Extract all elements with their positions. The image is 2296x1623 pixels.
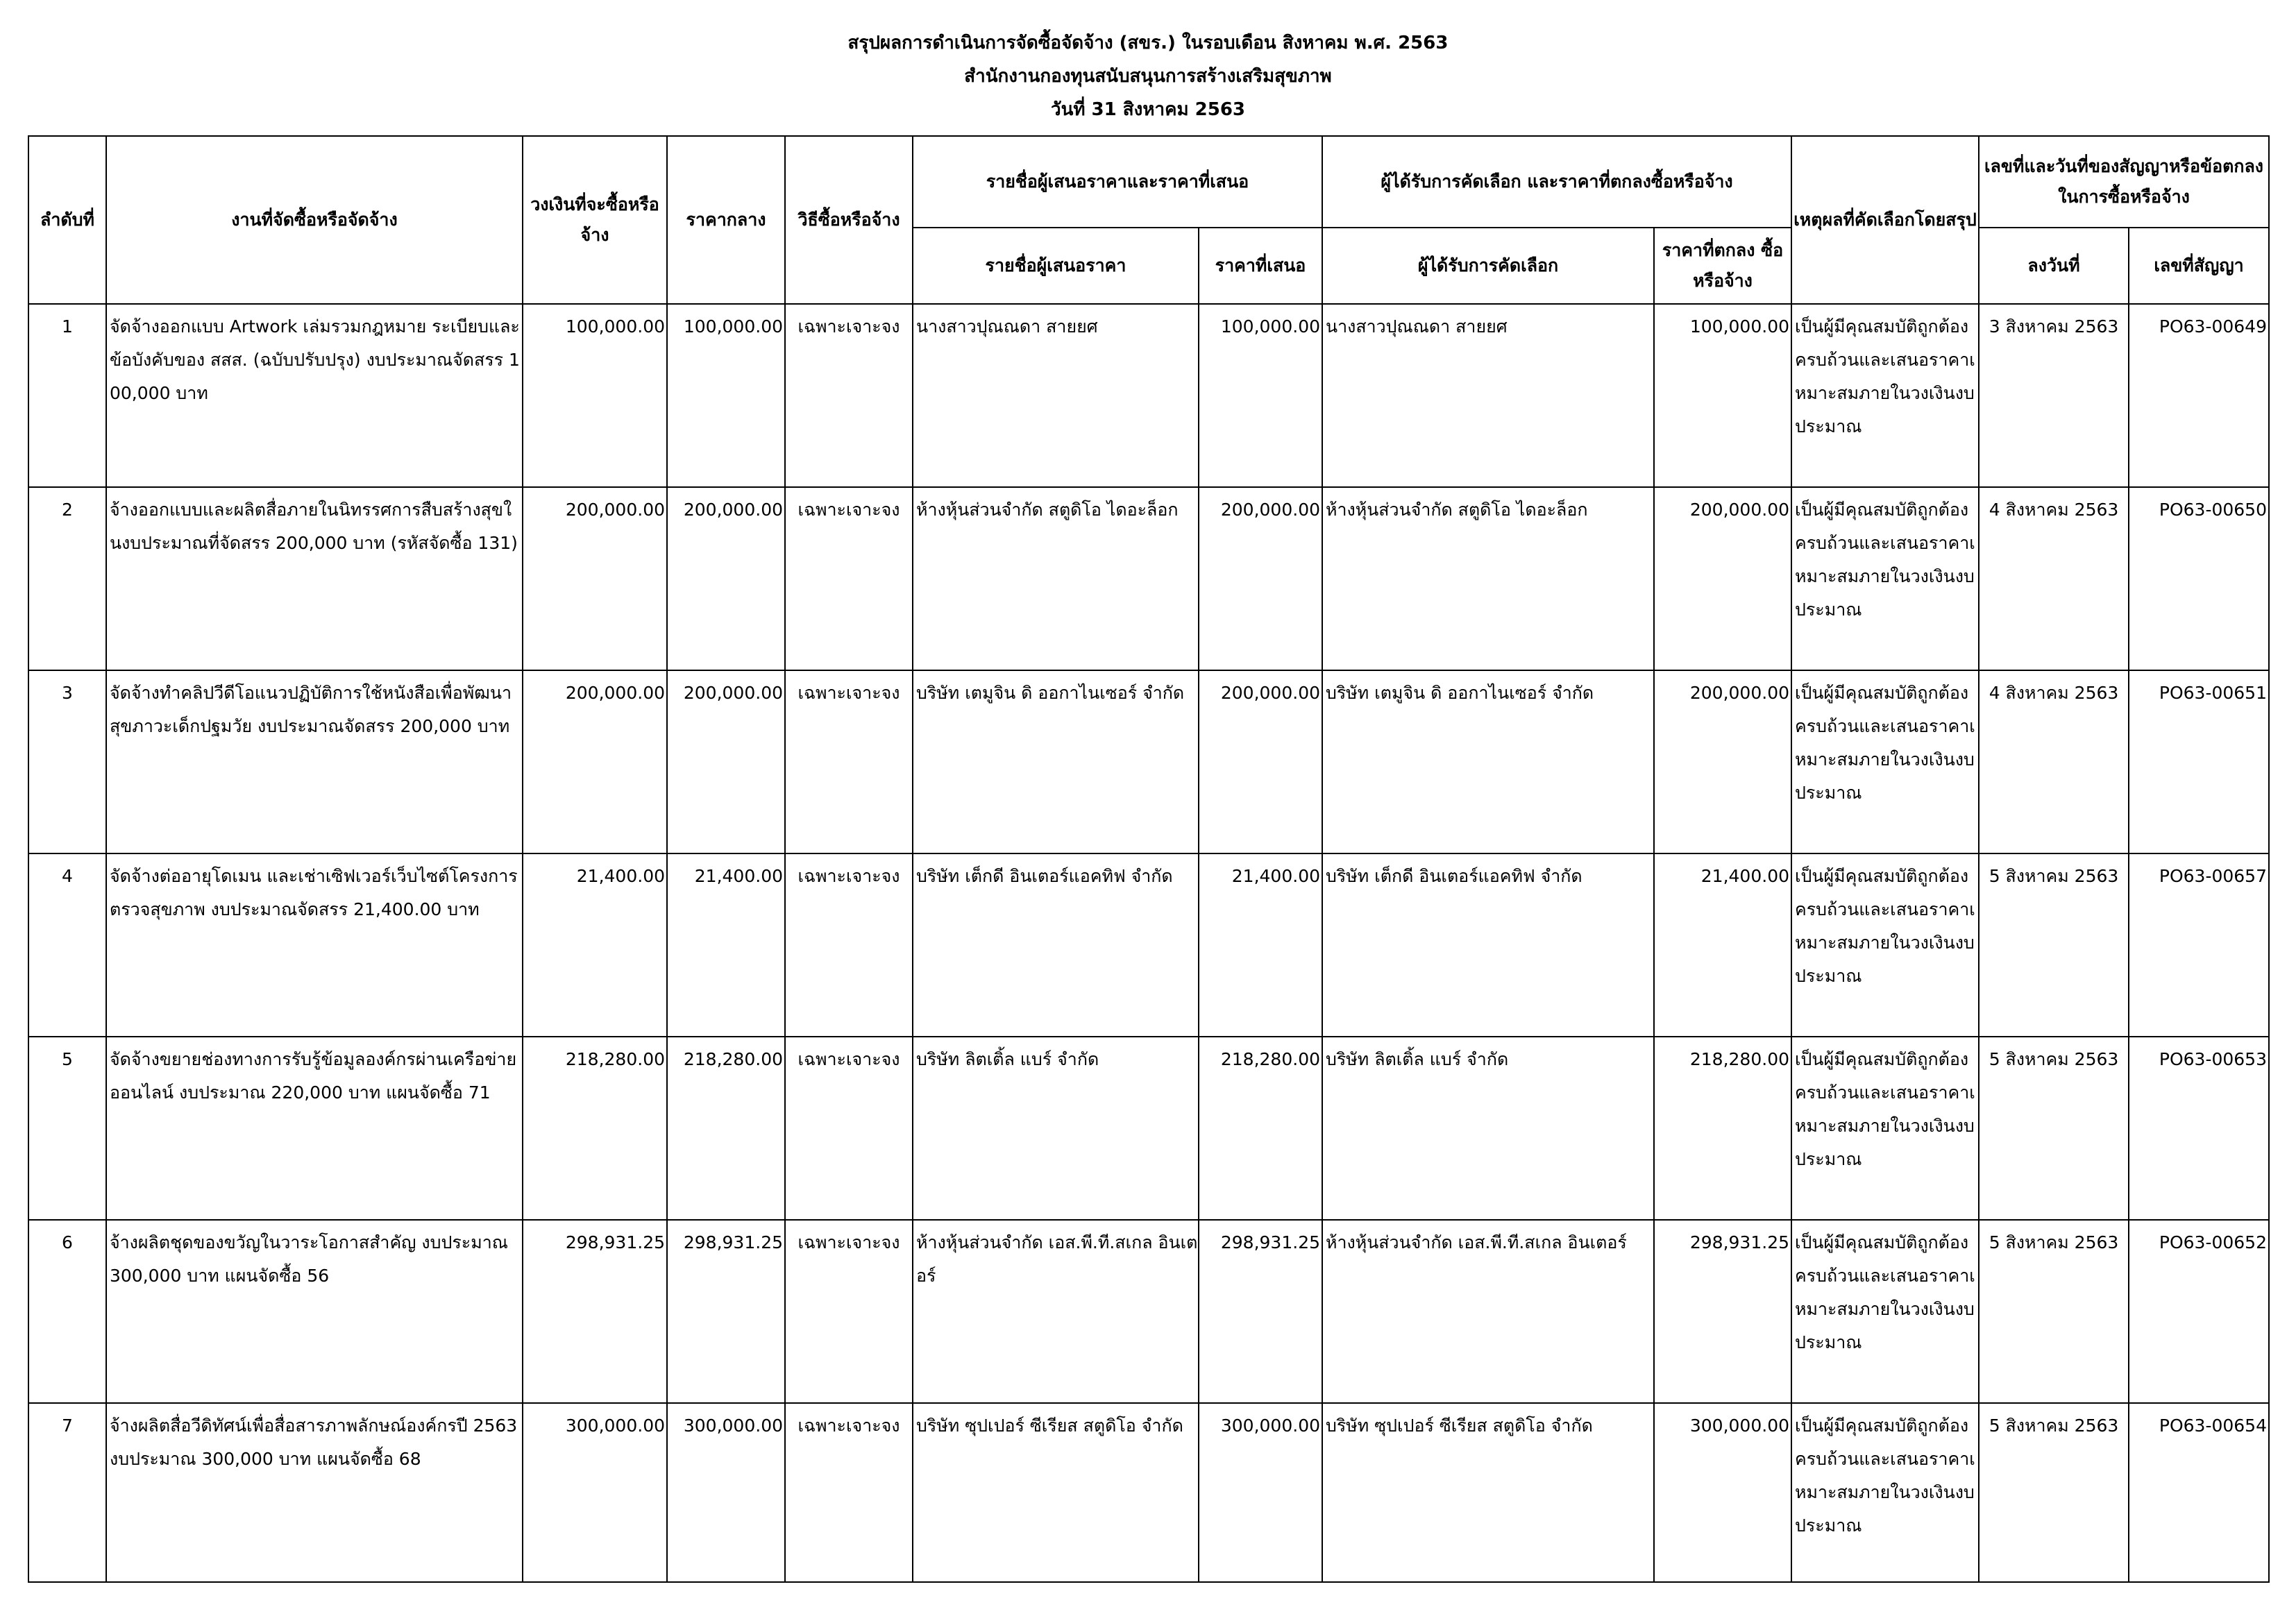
table-row — [28, 1403, 2269, 1582]
row-item: จ้างผลิตสื่อวีดิทัศน์เพื่อสื่อสารภาพลักษณ์องค์กรปี 2563 งบประมาณ 300,000 บาท แผนจัดซื้อ 68 — [106, 1403, 523, 1582]
row-no: 5 — [28, 1037, 106, 1220]
header-bidders-group: รายชื่อผู้เสนอราคาและราคาที่เสนอ — [913, 136, 1322, 228]
header-contract-date: ลงวันที่ — [1979, 228, 2129, 304]
table-row — [28, 487, 2269, 670]
row-agreed-price: 298,931.25 — [1654, 1220, 1791, 1403]
row-budget: 200,000.00 — [523, 670, 667, 853]
header-bidder-name: รายชื่อผู้เสนอราคา — [913, 228, 1199, 304]
table-row — [28, 670, 2269, 853]
row-budget: 218,280.00 — [523, 1037, 667, 1220]
row-bid-price: 300,000.00 — [1199, 1403, 1322, 1582]
row-selected-name: บริษัท ลิตเติ้ล แบร์ จำกัด — [1322, 1037, 1654, 1220]
row-contract-no: PO63-00650 — [2129, 487, 2269, 670]
header-median-price: ราคากลาง — [667, 136, 785, 304]
header-agreed-price: ราคาที่ตกลง ซื้อหรือจ้าง — [1654, 228, 1791, 304]
row-item: จ้างผลิตชุดของขวัญในวาระโอกาสสำคัญ งบประมาณ 300,000 บาท แผนจัดซื้อ 56 — [106, 1220, 523, 1403]
row-median-price: 298,931.25 — [667, 1220, 785, 1403]
row-contract-date: 5 สิงหาคม 2563 — [1979, 1220, 2129, 1403]
row-agreed-price: 100,000.00 — [1654, 304, 1791, 487]
row-no: 6 — [28, 1220, 106, 1403]
row-median-price: 100,000.00 — [667, 304, 785, 487]
row-item: จัดจ้างขยายช่องทางการรับรู้ข้อมูลองค์กรผ่านเครือข่ายออนไลน์ งบประมาณ 220,000 บาท แผนจัดซื้อ 71 — [106, 1037, 523, 1220]
header-selected-name: ผู้ได้รับการคัดเลือก — [1322, 228, 1654, 304]
row-contract-date: 5 สิงหาคม 2563 — [1979, 1403, 2129, 1582]
row-selected-name: บริษัท ซุปเปอร์ ซีเรียส สตูดิโอ จำกัด — [1322, 1403, 1654, 1582]
header-reason: เหตุผลที่คัดเลือกโดยสรุป — [1791, 136, 1979, 304]
row-contract-date: 4 สิงหาคม 2563 — [1979, 670, 2129, 853]
header-no: ลำดับที่ — [28, 136, 106, 304]
row-selected-name: บริษัท เตมูจิน ดิ ออกาไนเซอร์ จำกัด — [1322, 670, 1654, 853]
row-reason: เป็นผู้มีคุณสมบัติถูกต้องครบถ้วนและเสนอราคาเหมาะสมภายในวงเงินงบประมาณ — [1791, 304, 1979, 487]
row-reason: เป็นผู้มีคุณสมบัติถูกต้องครบถ้วนและเสนอราคาเหมาะสมภายในวงเงินงบประมาณ — [1791, 853, 1979, 1037]
row-bidder-name: บริษัท เตมูจิน ดิ ออกาไนเซอร์ จำกัด — [913, 670, 1199, 853]
header-item: งานที่จัดซื้อหรือจัดจ้าง — [106, 136, 523, 304]
header-method: วิธีซื้อหรือจ้าง — [785, 136, 913, 304]
row-no: 1 — [28, 304, 106, 487]
row-median-price: 300,000.00 — [667, 1403, 785, 1582]
row-bid-price: 298,931.25 — [1199, 1220, 1322, 1403]
row-item: จัดจ้างต่ออายุโดเมน และเช่าเซิฟเวอร์เว็บไซต์โครงการตรวจสุขภาพ งบประมาณจัดสรร 21,400.00 บาท — [106, 853, 523, 1037]
document-date: วันที่ 31 สิงหาคม 2563 — [1050, 99, 1246, 120]
row-bidder-name: บริษัท ซุปเปอร์ ซีเรียส สตูดิโอ จำกัด — [913, 1403, 1199, 1582]
row-item: จัดจ้างทำคลิปวีดีโอแนวปฏิบัติการใช้หนังสือเพื่อพัฒนาสุขภาวะเด็กปฐมวัย งบประมาณจัดสรร 200,000 บาท — [106, 670, 523, 853]
row-bid-price: 200,000.00 — [1199, 487, 1322, 670]
row-agreed-price: 200,000.00 — [1654, 487, 1791, 670]
row-reason: เป็นผู้มีคุณสมบัติถูกต้องครบถ้วนและเสนอราคาเหมาะสมภายในวงเงินงบประมาณ — [1791, 1403, 1979, 1582]
row-bid-price: 21,400.00 — [1199, 853, 1322, 1037]
row-selected-name: ห้างหุ้นส่วนจำกัด สตูดิโอ ไดอะล็อก — [1322, 487, 1654, 670]
row-median-price: 218,280.00 — [667, 1037, 785, 1220]
row-method: เฉพาะเจาะจง — [785, 1403, 913, 1582]
row-bidder-name: บริษัท เต็กดี อินเตอร์แอคทิฟ จำกัด — [913, 853, 1199, 1037]
table-row — [28, 304, 2269, 487]
row-median-price: 200,000.00 — [667, 670, 785, 853]
row-selected-name: บริษัท เต็กดี อินเตอร์แอคทิฟ จำกัด — [1322, 853, 1654, 1037]
row-bid-price: 100,000.00 — [1199, 304, 1322, 487]
header-contract-group: เลขที่และวันที่ของสัญญาหรือข้อตกลงในการซื้อหรือจ้าง — [1979, 136, 2269, 228]
header-bid-price: ราคาที่เสนอ — [1199, 228, 1322, 304]
row-reason: เป็นผู้มีคุณสมบัติถูกต้องครบถ้วนและเสนอราคาเหมาะสมภายในวงเงินงบประมาณ — [1791, 1037, 1979, 1220]
row-median-price: 200,000.00 — [667, 487, 785, 670]
row-contract-date: 4 สิงหาคม 2563 — [1979, 487, 2129, 670]
row-contract-no: PO63-00653 — [2129, 1037, 2269, 1220]
row-agreed-price: 300,000.00 — [1654, 1403, 1791, 1582]
row-median-price: 21,400.00 — [667, 853, 785, 1037]
table-row — [28, 853, 2269, 1037]
row-contract-no: PO63-00657 — [2129, 853, 2269, 1037]
row-contract-date: 5 สิงหาคม 2563 — [1979, 1037, 2129, 1220]
row-bid-price: 200,000.00 — [1199, 670, 1322, 853]
row-agreed-price: 218,280.00 — [1654, 1037, 1791, 1220]
row-bidder-name: ห้างหุ้นส่วนจำกัด เอส.พี.ที.สเกล อินเตอร์ — [913, 1220, 1199, 1403]
row-contract-no: PO63-00652 — [2129, 1220, 2269, 1403]
row-method: เฉพาะเจาะจง — [785, 487, 913, 670]
row-item: จัดจ้างออกแบบ Artwork เล่มรวมกฎหมาย ระเบียบและข้อบังคับของ สสส. (ฉบับปรับปรุง) งบประมาณจัดสรร 100,000 บาท — [106, 304, 523, 487]
document-header — [0, 26, 2296, 126]
table-row — [28, 1220, 2269, 1403]
header-selected-group: ผู้ได้รับการคัดเลือก และราคาที่ตกลงซื้อหรือจ้าง — [1322, 136, 1791, 228]
row-budget: 100,000.00 — [523, 304, 667, 487]
document-title: สรุปผลการดำเนินการจัดซื้อจัดจ้าง (สขร.) ในรอบเดือน สิงหาคม พ.ศ. 2563 — [847, 33, 1449, 53]
row-reason: เป็นผู้มีคุณสมบัติถูกต้องครบถ้วนและเสนอราคาเหมาะสมภายในวงเงินงบประมาณ — [1791, 487, 1979, 670]
row-method: เฉพาะเจาะจง — [785, 670, 913, 853]
document-organization: สำนักงานกองทุนสนับสนุนการสร้างเสริมสุขภาพ — [964, 66, 1332, 87]
row-budget: 200,000.00 — [523, 487, 667, 670]
row-no: 3 — [28, 670, 106, 853]
row-contract-no: PO63-00651 — [2129, 670, 2269, 853]
header-budget: วงเงินที่จะซื้อหรือจ้าง — [523, 136, 667, 304]
row-reason: เป็นผู้มีคุณสมบัติถูกต้องครบถ้วนและเสนอราคาเหมาะสมภายในวงเงินงบประมาณ — [1791, 670, 1979, 853]
row-budget: 21,400.00 — [523, 853, 667, 1037]
procurement-table — [28, 135, 2270, 1583]
row-no: 4 — [28, 853, 106, 1037]
row-reason: เป็นผู้มีคุณสมบัติถูกต้องครบถ้วนและเสนอราคาเหมาะสมภายในวงเงินงบประมาณ — [1791, 1220, 1979, 1403]
row-item: จ้างออกแบบและผลิตสื่อภายในนิทรรศการสืบสร้างสุขในงบประมาณที่จัดสรร 200,000 บาท (รหัสจัดซื้อ 131) — [106, 487, 523, 670]
row-method: เฉพาะเจาะจง — [785, 1037, 913, 1220]
row-contract-date: 5 สิงหาคม 2563 — [1979, 853, 2129, 1037]
row-no: 2 — [28, 487, 106, 670]
row-method: เฉพาะเจาะจง — [785, 304, 913, 487]
row-bidder-name: นางสาวปุณณดา สายยศ — [913, 304, 1199, 487]
table-row — [28, 1037, 2269, 1220]
row-contract-date: 3 สิงหาคม 2563 — [1979, 304, 2129, 487]
row-bidder-name: บริษัท ลิตเติ้ล แบร์ จำกัด — [913, 1037, 1199, 1220]
row-bid-price: 218,280.00 — [1199, 1037, 1322, 1220]
row-budget: 298,931.25 — [523, 1220, 667, 1403]
header-contract-no: เลขที่สัญญา — [2129, 228, 2269, 304]
row-budget: 300,000.00 — [523, 1403, 667, 1582]
row-selected-name: นางสาวปุณณดา สายยศ — [1322, 304, 1654, 487]
row-no: 7 — [28, 1403, 106, 1582]
row-contract-no: PO63-00649 — [2129, 304, 2269, 487]
row-agreed-price: 200,000.00 — [1654, 670, 1791, 853]
row-selected-name: ห้างหุ้นส่วนจำกัด เอส.พี.ที.สเกล อินเตอร์ — [1322, 1220, 1654, 1403]
row-bidder-name: ห้างหุ้นส่วนจำกัด สตูดิโอ ไดอะล็อก — [913, 487, 1199, 670]
row-method: เฉพาะเจาะจง — [785, 1220, 913, 1403]
row-contract-no: PO63-00654 — [2129, 1403, 2269, 1582]
row-method: เฉพาะเจาะจง — [785, 853, 913, 1037]
row-agreed-price: 21,400.00 — [1654, 853, 1791, 1037]
